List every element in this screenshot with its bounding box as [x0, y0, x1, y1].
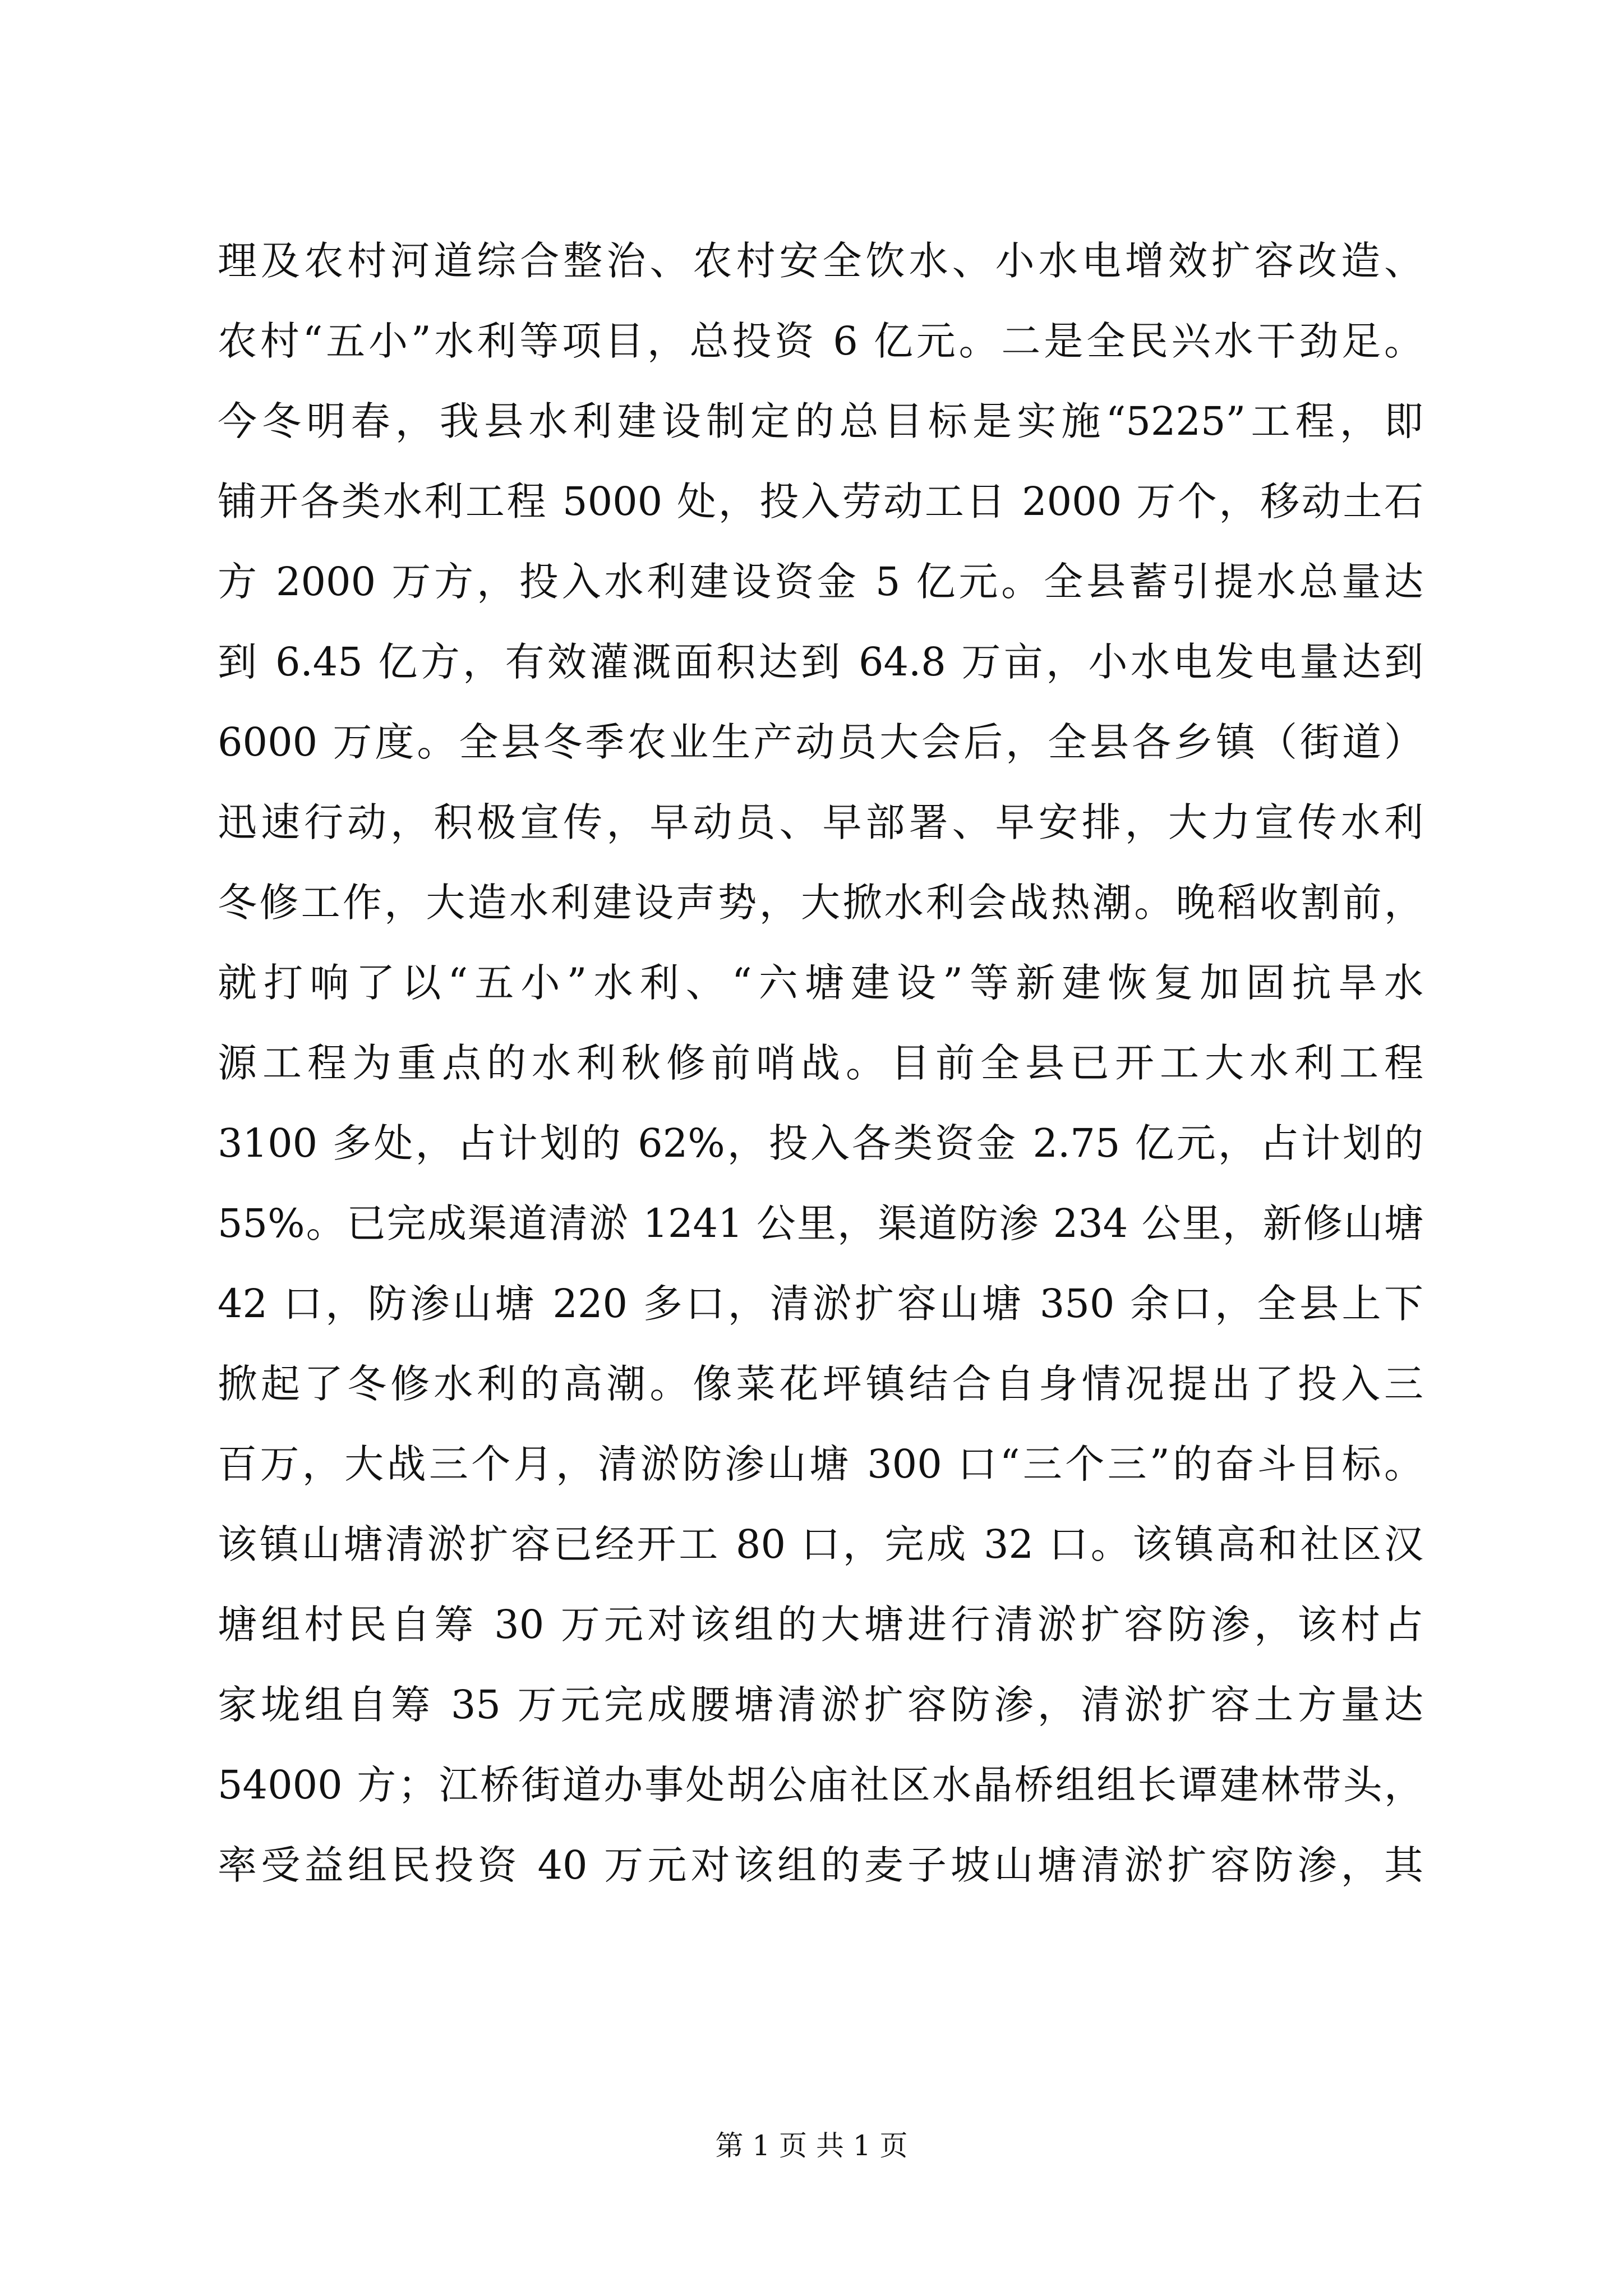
text-line: 理及农村河道综合整治、农村安全饮水、小水电增效扩容改造、 [218, 238, 1423, 284]
text-line: 就打响了以“五小”水利、“六塘建设”等新建恢复加固抗旱水 [218, 960, 1423, 1006]
text-line: 铺开各类水利工程 5000 处，投入劳动工日 2000 万个，移动土石 [218, 478, 1423, 524]
text-line: 率受益组民投资 40 万元对该组的麦子坡山塘清淤扩容防渗，其 [218, 1842, 1423, 1888]
text-line: 3100 多处，占计划的 62%，投入各类资金 2.75 亿元，占计划的 [218, 1120, 1423, 1166]
body-text [218, 221, 1423, 1906]
text-line: 塘组村民自筹 30 万元对该组的大塘进行清淤扩容防渗，该村占 [218, 1602, 1423, 1648]
page-footer [0, 2129, 1623, 2162]
text-line: 42 口，防渗山塘 220 多口，清淤扩容山塘 350 余口，全县上下 [218, 1281, 1423, 1327]
text-line: 冬修工作，大造水利建设声势，大掀水利会战热潮。晚稻收割前， [218, 880, 1423, 926]
text-line: 6000 万度。全县冬季农业生产动员大会后，全县各乡镇（街道） [218, 719, 1423, 765]
text-line: 源工程为重点的水利秋修前哨战。目前全县已开工大水利工程 [218, 1040, 1423, 1086]
page-number-label: 第 1 页 共 1 页 [715, 2129, 908, 2162]
text-line: 54000 方；江桥街道办事处胡公庙社区水晶桥组组长谭建林带头， [218, 1762, 1423, 1808]
text-line: 到 6.45 亿方，有效灌溉面积达到 64.8 万亩，小水电发电量达到 [218, 639, 1423, 685]
text-line: 农村“五小”水利等项目，总投资 6 亿元。二是全民兴水干劲足。 [218, 318, 1423, 364]
text-line: 方 2000 万方，投入水利建设资金 5 亿元。全县蓄引提水总量达 [218, 559, 1423, 605]
text-line: 该镇山塘清淤扩容已经开工 80 口，完成 32 口。该镇高和社区汉 [218, 1521, 1423, 1567]
text-line: 迅速行动，积极宣传，早动员、早部署、早安排，大力宣传水利 [218, 799, 1423, 845]
text-line: 掀起了冬修水利的高潮。像菜花坪镇结合自身情况提出了投入三 [218, 1361, 1423, 1407]
text-line: 百万，大战三个月，清淤防渗山塘 300 口“三个三”的奋斗目标。 [218, 1441, 1423, 1487]
text-line: 今冬明春，我县水利建设制定的总目标是实施“5225”工程，即 [218, 398, 1423, 444]
text-line: 55%。已完成渠道清淤 1241 公里，渠道防渗 234 公里，新修山塘 [218, 1200, 1423, 1246]
text-line: 家垅组自筹 35 万元完成腰塘清淤扩容防渗，清淤扩容土方量达 [218, 1682, 1423, 1728]
